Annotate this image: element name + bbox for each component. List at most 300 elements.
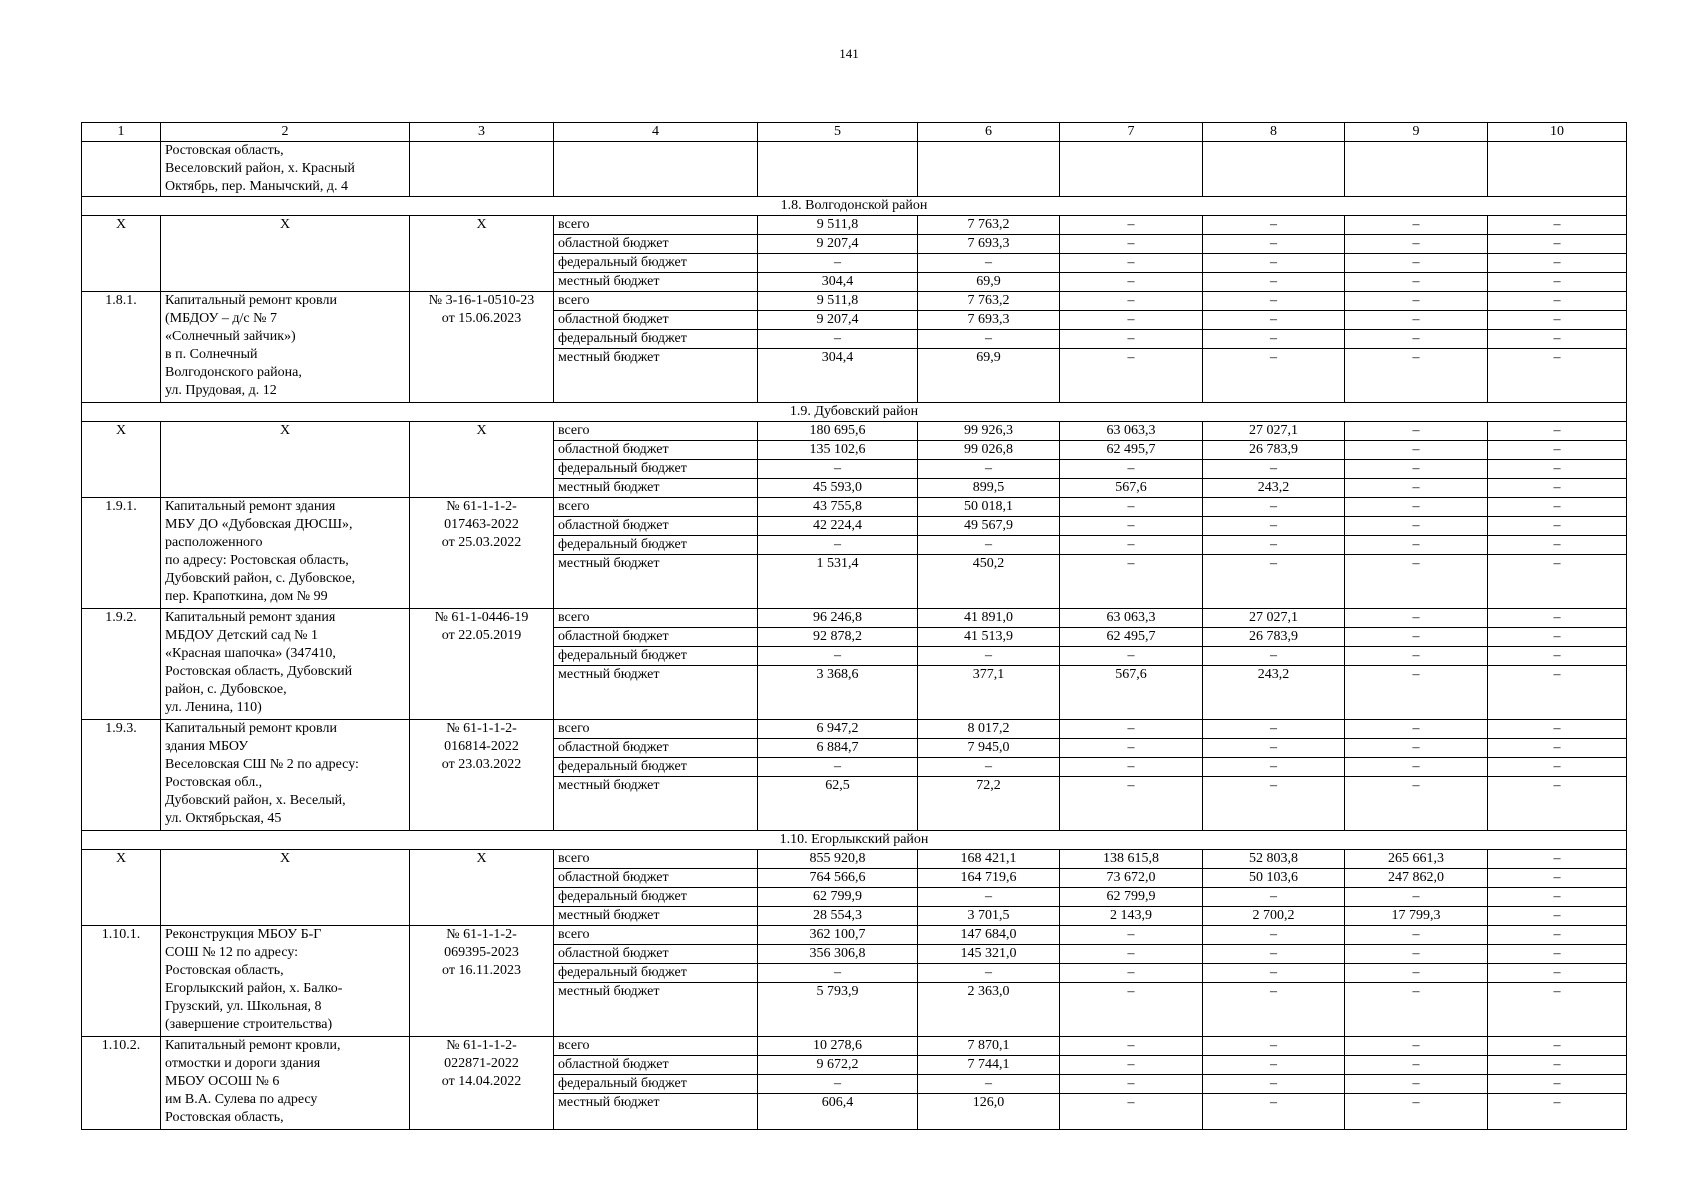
budget-value: 63 063,3 [1060,422,1203,441]
budget-value: 3 701,5 [918,907,1060,926]
budget-value: – [1203,1094,1345,1130]
item-number: 1.9.3. [82,720,161,831]
budget-value: 138 615,8 [1060,850,1203,869]
budget-label: местный бюджет [554,273,758,292]
budget-value: 92 878,2 [758,628,918,647]
cell-line: от 15.06.2023 [441,311,522,326]
budget-value: – [1488,907,1627,926]
budget-value: 450,2 [918,555,1060,609]
budget-label: федеральный бюджет [554,254,758,273]
budget-value: – [1488,1075,1627,1094]
budget-value: – [1345,720,1488,739]
page-number: 141 [839,46,859,61]
cell-line: Капитальный ремонт здания [165,610,336,625]
budget-value: – [1060,758,1203,777]
budget-value: – [1203,1075,1345,1094]
budget-value: – [1060,647,1203,666]
budget-value: – [1488,720,1627,739]
budget-value: – [1345,945,1488,964]
budget-value: 69,9 [918,349,1060,403]
budget-value: 356 306,8 [758,945,918,964]
budget-value: – [1060,460,1203,479]
budget-value: 304,4 [758,349,918,403]
budget-label: местный бюджет [554,349,758,403]
budget-value: 7 744,1 [918,1056,1060,1075]
budget-value: – [1203,311,1345,330]
budget-label: областной бюджет [554,869,758,888]
budget-value: – [1060,330,1203,349]
budget-value: – [1203,926,1345,945]
budget-value: 63 063,3 [1060,609,1203,628]
budget-value: – [1060,254,1203,273]
budget-value: – [1203,1037,1345,1056]
budget-value: – [1488,945,1627,964]
item-description [161,498,410,609]
table-row [82,498,1627,517]
budget-value: – [1203,498,1345,517]
budget-value: – [1345,1094,1488,1130]
cell-line: Х [279,423,291,438]
budget-value: – [1203,349,1345,403]
cell-line: от 25.03.2022 [441,535,522,550]
empty-cell [1488,142,1627,197]
budget-value: – [1488,888,1627,907]
budget-value: – [1203,758,1345,777]
budget-value: – [1488,1056,1627,1075]
column-header: 10 [1488,123,1627,142]
budget-value: – [1488,235,1627,254]
cell-line: ул. Октябрьская, 45 [165,811,282,826]
budget-value: – [1488,609,1627,628]
budget-value: – [1203,720,1345,739]
cell-line: Капитальный ремонт кровли [165,721,337,736]
budget-value: 2 700,2 [1203,907,1345,926]
cell-line: 017463-2022 [444,517,519,532]
budget-value: – [1203,964,1345,983]
cell-line: «Красная шапочка» (347410, [165,646,336,661]
budget-value: – [1203,777,1345,831]
budget-value: – [1203,216,1345,235]
budget-label: местный бюджет [554,1094,758,1130]
budget-label: всего [554,292,758,311]
item-document [410,422,554,498]
budget-value: 2 363,0 [918,983,1060,1037]
cell-line: Ростовская область, [165,143,284,158]
budget-label: местный бюджет [554,479,758,498]
budget-value: – [918,758,1060,777]
cell-line: 016814-2022 [444,739,519,754]
budget-value: – [1060,720,1203,739]
budget-value: – [1203,460,1345,479]
budget-value: 27 027,1 [1203,422,1345,441]
cell-line: № 61-1-1-2- [446,927,517,942]
budget-value: – [1060,292,1203,311]
table-row [82,422,1627,441]
column-header: 1 [82,123,161,142]
budget-value: 567,6 [1060,479,1203,498]
budget-label: федеральный бюджет [554,330,758,349]
item-document [410,926,554,1037]
budget-value: 41 891,0 [918,609,1060,628]
budget-value: 62 495,7 [1060,628,1203,647]
cell-line: Реконструкция МБОУ Б-Г [165,927,322,942]
budget-label: местный бюджет [554,555,758,609]
budget-value: – [1203,945,1345,964]
column-header: 2 [161,123,410,142]
budget-value: – [1488,1094,1627,1130]
section-row [82,831,1627,850]
budget-value: 9 207,4 [758,311,918,330]
budget-value: 855 920,8 [758,850,918,869]
item-number: Х [82,216,161,292]
budget-value: – [1060,964,1203,983]
cell-line: в п. Солнечный [165,347,258,362]
budget-label: областной бюджет [554,945,758,964]
empty-cell [1060,142,1203,197]
budget-label: федеральный бюджет [554,758,758,777]
budget-label: областной бюджет [554,235,758,254]
budget-value: – [1060,235,1203,254]
cell-line: от 23.03.2022 [441,757,522,772]
budget-value: 62 799,9 [1060,888,1203,907]
budget-label: федеральный бюджет [554,460,758,479]
budget-value: – [1060,311,1203,330]
budget-label: областной бюджет [554,739,758,758]
table-row [82,720,1627,739]
cell-line: Веселовская СШ № 2 по адресу: [165,757,359,772]
item-description [161,216,410,292]
cell-line: Х [279,851,291,866]
budget-value: 42 224,4 [758,517,918,536]
budget-value: 180 695,6 [758,422,918,441]
cell-line: Капитальный ремонт здания [165,499,336,514]
budget-label: федеральный бюджет [554,1075,758,1094]
item-description [161,609,410,720]
table-row [82,292,1627,311]
cell-line: Капитальный ремонт кровли, [165,1038,341,1053]
item-number [82,142,161,197]
budget-value: 243,2 [1203,666,1345,720]
budget-value: – [1060,216,1203,235]
budget-value: 72,2 [918,777,1060,831]
budget-value: – [1203,983,1345,1037]
budget-value: 6 947,2 [758,720,918,739]
budget-value: – [1203,739,1345,758]
budget-value: – [1488,1037,1627,1056]
budget-value: 247 862,0 [1345,869,1488,888]
budget-value: – [1060,555,1203,609]
budget-value: – [1488,422,1627,441]
budget-value: 164 719,6 [918,869,1060,888]
budget-value: 62 495,7 [1060,441,1203,460]
budget-value: 899,5 [918,479,1060,498]
budget-value: 145 321,0 [918,945,1060,964]
cell-line: Х [476,851,487,866]
budget-value: – [1203,555,1345,609]
budget-value: – [1488,758,1627,777]
budget-value: – [1488,349,1627,403]
budget-value: 96 246,8 [758,609,918,628]
cell-line: Дубовский район, с. Дубовское, [165,571,356,586]
item-number: 1.10.1. [82,926,161,1037]
budget-value: – [1060,1037,1203,1056]
budget-value: – [1345,479,1488,498]
budget-value: – [1488,460,1627,479]
budget-value: – [1488,964,1627,983]
cell-line: № 61-1-1-2- [446,499,517,514]
cell-line: № 3-16-1-0510-23 [428,293,535,308]
budget-value: – [1345,926,1488,945]
budget-value: – [1203,235,1345,254]
cell-line: по адресу: Ростовская область, [165,553,349,568]
item-number: 1.8.1. [82,292,161,403]
budget-value: – [918,536,1060,555]
budget-value: – [1345,1037,1488,1056]
budget-value: – [1203,517,1345,536]
budget-value: 26 783,9 [1203,441,1345,460]
budget-value: – [1345,422,1488,441]
budget-value: – [1203,292,1345,311]
cell-line: пер. Крапоткина, дом № 99 [165,589,328,604]
budget-value: 43 755,8 [758,498,918,517]
item-document [410,216,554,292]
cell-line: Волгодонского района, [165,365,302,380]
budget-value: – [1488,555,1627,609]
budget-label: областной бюджет [554,1056,758,1075]
budget-label: федеральный бюджет [554,647,758,666]
cell-line: расположенного [165,535,263,550]
budget-value: 49 567,9 [918,517,1060,536]
budget-value: 41 513,9 [918,628,1060,647]
budget-label: всего [554,1037,758,1056]
budget-value: – [1203,330,1345,349]
item-description [161,926,410,1037]
cell-line: им В.А. Сулева по адресу [165,1092,318,1107]
table-row [82,926,1627,945]
item-number: Х [82,422,161,498]
budget-value: 99 026,8 [918,441,1060,460]
budget-value: – [1488,536,1627,555]
budget-table [81,122,1627,1130]
budget-value: – [1060,1094,1203,1130]
cell-line: ул. Прудовая, д. 12 [165,383,277,398]
cell-line: Капитальный ремонт кровли [165,293,337,308]
budget-value: – [1345,498,1488,517]
budget-value: 62 799,9 [758,888,918,907]
column-header: 4 [554,123,758,142]
budget-value: – [758,536,918,555]
cell-line: СОШ № 12 по адресу: [165,945,299,960]
budget-value: 5 793,9 [758,983,918,1037]
cell-line: № 61-1-1-2- [446,721,517,736]
budget-label: областной бюджет [554,311,758,330]
budget-value: – [1345,739,1488,758]
budget-value: – [1060,273,1203,292]
budget-value: – [1345,983,1488,1037]
cell-line: Ростовская область, [165,1110,284,1125]
budget-label: федеральный бюджет [554,536,758,555]
table-row [82,850,1627,869]
budget-value: 26 783,9 [1203,628,1345,647]
budget-value: – [1345,460,1488,479]
cell-line: Веселовский район, х. Красный [165,161,355,176]
column-header: 3 [410,123,554,142]
section-row [82,403,1627,422]
budget-value: – [1203,647,1345,666]
budget-value: 69,9 [918,273,1060,292]
item-number: 1.9.1. [82,498,161,609]
budget-value: – [1488,517,1627,536]
item-document [410,498,554,609]
empty-cell [758,142,918,197]
budget-value: – [918,460,1060,479]
cell-line: Х [476,423,487,438]
cell-line: МБДОУ Детский сад № 1 [165,628,319,643]
cell-line: Ростовская область, Дубовский [165,664,353,679]
budget-value: 304,4 [758,273,918,292]
budget-value: 126,0 [918,1094,1060,1130]
budget-value: – [918,1075,1060,1094]
budget-value: – [1203,1056,1345,1075]
column-header: 8 [1203,123,1345,142]
budget-value: 9 207,4 [758,235,918,254]
cell-line: отмостки и дороги здания [165,1056,321,1071]
cell-line: от 14.04.2022 [441,1074,522,1089]
cell-line: от 16.11.2023 [442,963,521,978]
budget-value: – [1488,273,1627,292]
budget-value: – [1488,216,1627,235]
budget-value: 62,5 [758,777,918,831]
budget-value: 9 511,8 [758,292,918,311]
budget-value: 7 763,2 [918,292,1060,311]
section-title: 1.10. Егорлыкский район [82,831,1627,850]
item-number: 1.9.2. [82,609,161,720]
section-title: 1.8. Волгодонской район [82,197,1627,216]
cell-line: (завершение строительства) [165,1017,333,1032]
budget-value: 9 672,2 [758,1056,918,1075]
budget-value: – [1060,739,1203,758]
budget-label: всего [554,926,758,945]
item-description [161,292,410,403]
budget-value: 73 672,0 [1060,869,1203,888]
budget-value: – [1345,311,1488,330]
budget-value: 2 143,9 [1060,907,1203,926]
budget-value: – [758,1075,918,1094]
column-header: 6 [918,123,1060,142]
cell-line: Х [476,217,487,232]
budget-value: – [1345,536,1488,555]
budget-label: всего [554,216,758,235]
budget-value: – [1488,926,1627,945]
budget-label: областной бюджет [554,517,758,536]
budget-value: – [1488,254,1627,273]
budget-value: – [1345,254,1488,273]
budget-value: – [1488,850,1627,869]
budget-value: – [1060,777,1203,831]
budget-value: – [1345,517,1488,536]
budget-value: 606,4 [758,1094,918,1130]
item-description [161,422,410,498]
budget-value: – [758,647,918,666]
budget-value: – [1345,1056,1488,1075]
budget-value: – [1488,666,1627,720]
budget-label: местный бюджет [554,983,758,1037]
budget-value: – [1488,647,1627,666]
budget-value: – [1060,1056,1203,1075]
table-row [82,216,1627,235]
item-description [161,850,410,926]
cell-line: район, с. Дубовское, [165,682,287,697]
budget-value: 9 511,8 [758,216,918,235]
cell-line: Егорлыкский район, х. Балко- [165,981,343,996]
item-document [410,1037,554,1130]
item-number: Х [82,850,161,926]
budget-value: 243,2 [1203,479,1345,498]
cell-line: «Солнечный зайчик») [165,329,296,344]
budget-value: – [1345,441,1488,460]
table-row [82,609,1627,628]
budget-value: – [1345,888,1488,907]
budget-value: 27 027,1 [1203,609,1345,628]
empty-cell [410,142,554,197]
budget-value: – [1488,292,1627,311]
budget-value: – [918,647,1060,666]
budget-value: 7 693,3 [918,235,1060,254]
budget-value: – [1345,235,1488,254]
budget-value: 7 763,2 [918,216,1060,235]
budget-value: – [1488,983,1627,1037]
budget-value: – [1488,869,1627,888]
budget-value: – [1203,273,1345,292]
budget-label: всего [554,609,758,628]
budget-value: 135 102,6 [758,441,918,460]
budget-value: 3 368,6 [758,666,918,720]
budget-value: – [1345,216,1488,235]
budget-value: 1 531,4 [758,555,918,609]
cell-line: от 22.05.2019 [441,628,522,643]
header-row [82,123,1627,142]
budget-label: всего [554,850,758,869]
budget-value: – [1488,498,1627,517]
budget-value: – [1060,1075,1203,1094]
budget-value: – [1488,479,1627,498]
budget-value: – [1345,292,1488,311]
budget-value: 50 018,1 [918,498,1060,517]
budget-value: – [1345,666,1488,720]
cell-line: 069395-2023 [444,945,519,960]
item-description [161,1037,410,1130]
cell-line: здания МБОУ [165,739,249,754]
budget-value: – [1345,273,1488,292]
cell-line: 022871-2022 [444,1056,519,1071]
section-row [82,197,1627,216]
budget-value: – [1203,888,1345,907]
budget-value: – [918,330,1060,349]
budget-value: – [1345,964,1488,983]
empty-cell [554,142,758,197]
budget-value: 45 593,0 [758,479,918,498]
cell-line: ул. Ленина, 110) [165,700,262,715]
budget-value: – [758,330,918,349]
budget-value: – [758,758,918,777]
item-document [410,292,554,403]
budget-value: 7 945,0 [918,739,1060,758]
budget-value: 99 926,3 [918,422,1060,441]
budget-value: – [1203,536,1345,555]
empty-cell [1203,142,1345,197]
item-document [410,720,554,831]
budget-value: – [1060,349,1203,403]
